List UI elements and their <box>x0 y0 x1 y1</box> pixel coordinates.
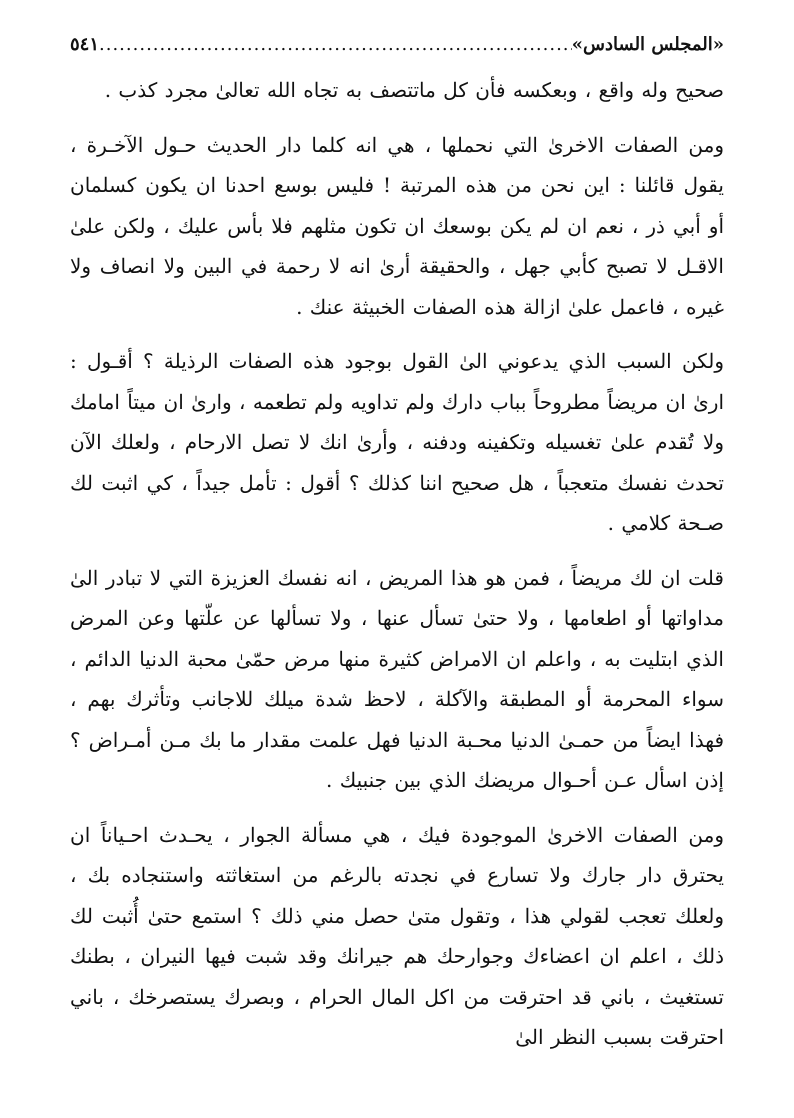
page-number: ٥٤١ <box>70 34 100 55</box>
paragraph-1: صحيح وله واقع ، وبعكسه فأن كل ماتتصف به تجاه الله تعالىٰ مجرد كذب . <box>104 78 724 102</box>
paragraph-4: قلت ان لك مريضاً ، فمن هو هذا المريض ، انه نفسك العزيزة التي لا تبادر الىٰ مداواتها أو اطعامها ، ولا حتىٰ تسأل عنها ، ولا تسألها عن علّتها وعن المرض الذي ابتليت به ، واعلم ان الامراض كثيرة منها مرض حمّىٰ محبة الدنيا الدائم ، سواء المحرمة أو المطبقة والآكلة ، لاحظ شدة ميلك للاجانب وتأثرك بهم ، فهذا ايضاً من حمـىٰ الدنيا محـبة الدنيا فهل علمت مقدار ما بك مـن أمـراض ؟ إذن اسأل عـن أحـوال مريضك الذي بين جنبيك . <box>70 565 724 792</box>
chapter-title: «المجلس السادس» <box>571 34 724 55</box>
paragraph-5: ومن الصفات الاخرىٰ الموجودة فيك ، هي مسألة الجوار ، يحـدث احـياناً ان يحترق دار جارك ولا تسارع في نجدته بالرغم من استغاثته واستنجاده بك ، ولعلك تعجب لقولي هذا ، وتقول متىٰ حصل مني ذلك ؟ استمع حتىٰ أُثبت لك ذلك ، اعلم ان اعضاءك وجوارحك هم جيرانك وقد شبت فيها النيران ، بطنك تستغيث ، باني قد احترقت من اكل المال الحرام ، وبصرك يستصرخك ، باني احترقت بسبب النظر الىٰ <box>70 822 724 1049</box>
paragraph-3: ولكن السبب الذي يدعوني الىٰ القول بوجود هذه الصفات الرذيلة ؟ أقـول : ارىٰ ان مريضاً مطروحاً بباب دارك ولم تداويه ولم تطعمه ، وارىٰ ان ميتاً امامك ولا تُقدم علىٰ تغسيله وتكفينه ودفنه ، وأرىٰ انك لا تصل الارحام ، ولعلك الآن تحدث نفسك متعجباً ، هل صحيح اننا كذلك ؟ أقول : تأمل جيداً ، كي اثبت لك صـحة كلامي . <box>70 349 724 535</box>
running-header <box>70 30 724 60</box>
header-dot-leader <box>99 30 572 60</box>
page-body <box>70 70 724 1058</box>
paragraph-2: ومن الصفات الاخرىٰ التي نحملها ، هي انه كلما دار الحديث حـول الآخـرة ، يقول قائلنا : اين نحن من هذه المرتبة ! فليس بوسع احدنا ان يكون كسلمان أو أبي ذر ، نعم ان لم يكن بوسعك ان تكون مثلهم فلا بأس عليك ، ولكن علىٰ الاقـل لا تصبح كأبي جهل ، والحقيقة أرىٰ انه لا رحمة في البين ولا انصاف ولا غيره ، فاعمل علىٰ ازالة هذه الصفات الخبيثة عنك . <box>70 132 724 319</box>
